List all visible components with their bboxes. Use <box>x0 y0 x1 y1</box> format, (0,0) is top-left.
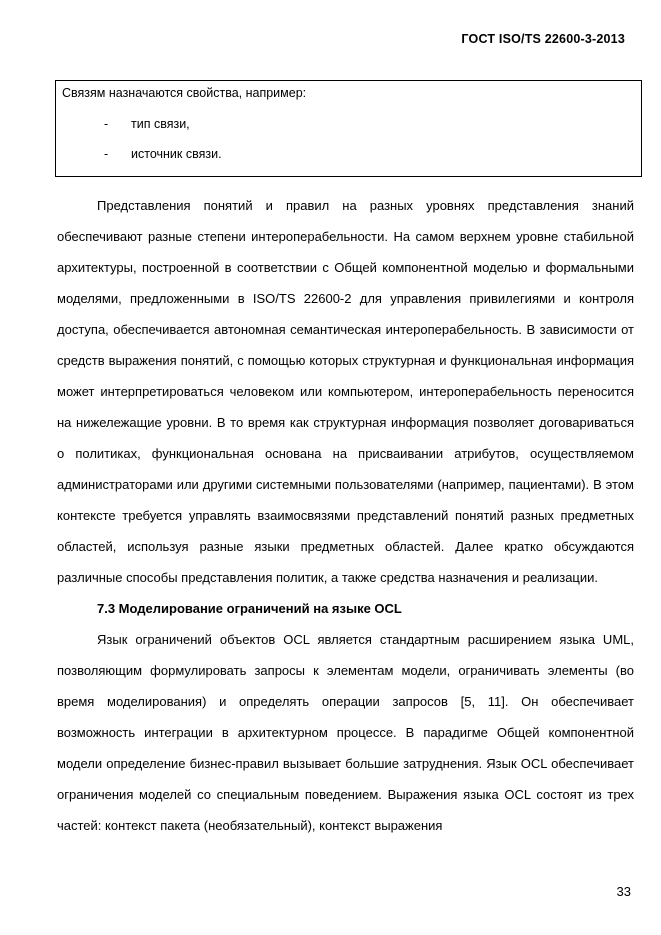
section-heading-7-3: 7.3 Моделирование ограничений на языке OCL <box>97 601 402 616</box>
list-item <box>104 117 635 132</box>
document-body <box>57 190 634 841</box>
document-header <box>461 32 625 46</box>
standard-number: ГОСТ ISO/TS 22600-3-2013 <box>461 32 625 46</box>
note-box <box>55 80 642 177</box>
paragraph-ocl: Язык ограничений объектов OCL является стандартным расширением языка UML, позволяющим формулировать запросы к элементам модели, ограничивать элементы (во время моделирования) и определять операции запросов [5, 11]. Он обеспечивает возможность интеграции в архитектурном процессе. В парадигме Общей компонентной модели определение бизнес-правил вызывает большие затруднения. Язык OCL обеспечивает ограничения моделей со специальным поведением. Выражения языка OCL состоят из трех частей: контекст пакета (необязательный), контекст выражения <box>57 632 634 833</box>
note-box-intro: Связям назначаются свойства, например: <box>62 86 307 100</box>
page-number: 33 <box>616 884 631 899</box>
list-item <box>104 147 635 162</box>
list-bullet: - <box>104 117 109 131</box>
list-item-text: источник связи. <box>131 147 222 161</box>
list-item-text: тип связи, <box>131 117 190 131</box>
paragraph-interoperability: Представления понятий и правил на разных уровнях представления знаний обеспечивают разные степени интероперабельности. На самом верхнем уровне стабильной архитектуры, построенной в соответствии с Общей компонентной моделью и формальными моделями, предложенными в ISO/TS 22600-2 для управления привилегиями и контроля доступа, обеспечивается автономная семантическая интероперабельность. В зависимости от средств выражения понятий, с помощью которых структурная и функциональная информация может интерпретироваться человеком или компьютером, интероперабельность переносится на нижележащие уровни. В то время как структурная информация позволяет договариваться о политиках, функциональная основана на присваивании атрибутов, осуществляемом администраторами или другими системными пользователями (например, пациентами). В этом контексте требуется управлять взаимосвязями представлений понятий разных предметных областей, используя разные языки предметных областей. Далее кратко обсуждаются различные способы представления политик, а также средства назначения и реализации. <box>57 198 634 585</box>
list-bullet: - <box>104 147 109 161</box>
